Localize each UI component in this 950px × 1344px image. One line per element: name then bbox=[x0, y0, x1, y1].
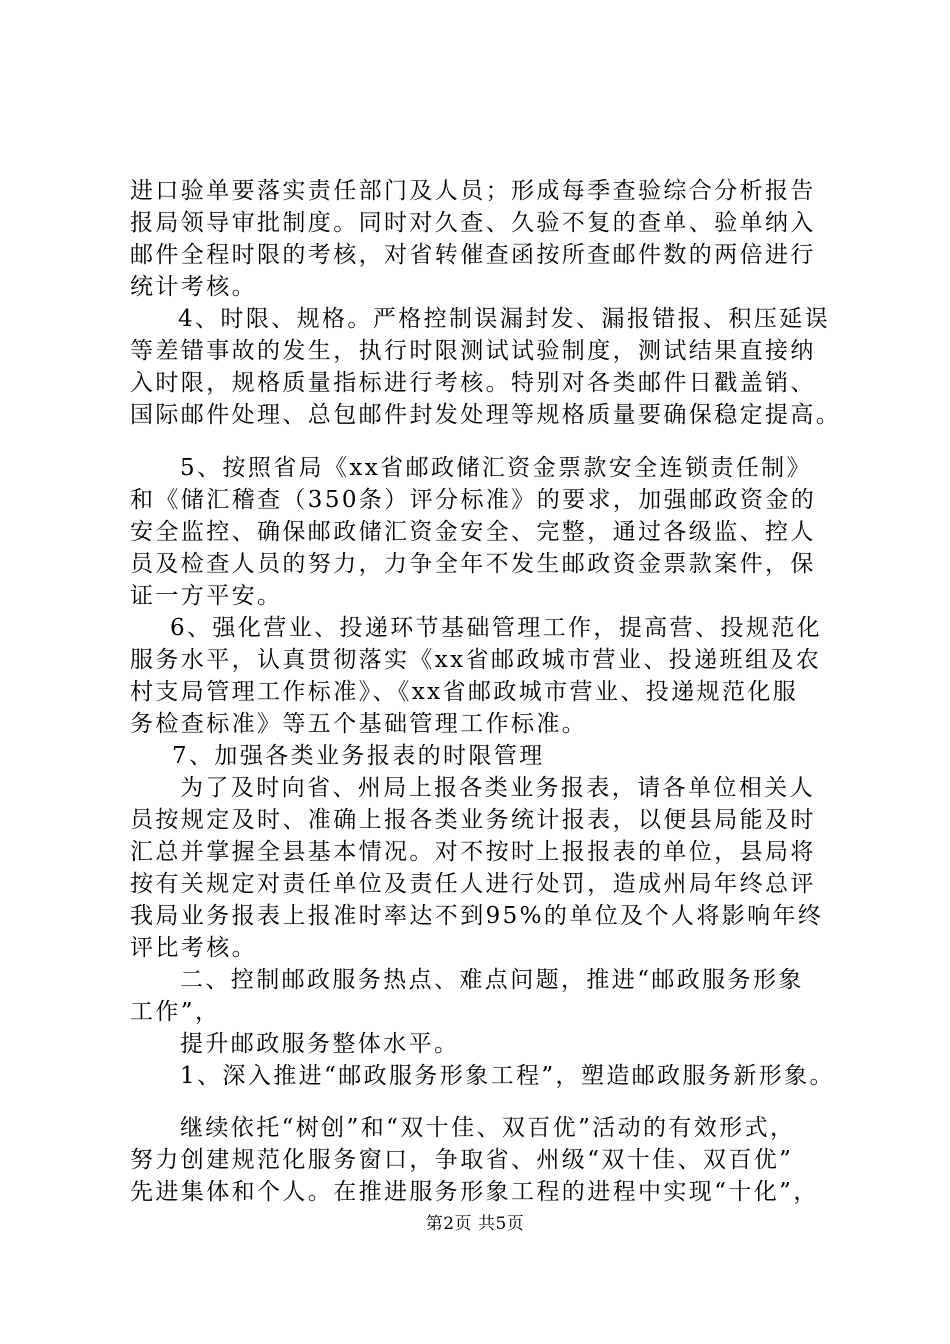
paragraph-line: 4、时限、规格。严格控制误漏封发、漏报错报、积压延误 bbox=[178, 306, 831, 332]
paragraph-line: 服务水平，认真贯彻落实《xx省邮政城市营业、投递班组及农 bbox=[130, 647, 822, 673]
paragraph-line: 1、深入推进“邮政服务形象工程”，塑造邮政服务新形象。 bbox=[180, 1063, 835, 1089]
paragraph-line: 我局业务报表上报准时率达不到95%的单位及个人将影响年终 bbox=[130, 903, 824, 929]
paragraph-line: 工作”， bbox=[130, 999, 221, 1025]
paragraph-line: 村支局管理工作标准》、《xx省邮政城市营业、投递规范化服 bbox=[130, 679, 799, 705]
paragraph-line: 7、加强各类业务报表的时限管理 bbox=[172, 743, 545, 769]
paragraph-line: 评比考核。 bbox=[130, 935, 257, 961]
paragraph-line: 6、强化营业、投递环节基础管理工作，提高营、投规范化 bbox=[170, 615, 823, 641]
paragraph-line: 统计考核。 bbox=[130, 274, 257, 300]
paragraph-line: 提升邮政服务整体水平。 bbox=[180, 1031, 460, 1057]
paragraph-line: 二、控制邮政服务热点、难点问题，推进“邮政服务形象 bbox=[180, 967, 804, 993]
paragraph-line: 员按规定及时、准确上报各类业务统计报表，以便县局能及时 bbox=[130, 807, 816, 833]
page-number-footer: 第2页 共5页 bbox=[425, 1214, 525, 1234]
paragraph-line: 邮件全程时限的考核，对省转催查函按所查邮件数的两倍进行 bbox=[130, 242, 816, 268]
paragraph-line: 安全监控、确保邮政储汇资金安全、完整，通过各级监、控人 bbox=[130, 519, 816, 545]
paragraph-line: 和《储汇稽查（350条）评分标准》的要求，加强邮政资金的 bbox=[130, 487, 817, 513]
paragraph-line: 员及检查人员的努力，力争全年不发生邮政资金票款案件，保 bbox=[130, 551, 816, 577]
paragraph-line: 汇总并掌握全县基本情况。对不按时上报报表的单位，县局将 bbox=[130, 839, 816, 865]
paragraph-line: 先进集体和个人。在推进服务形象工程的进程中实现“十化”， bbox=[130, 1179, 819, 1205]
paragraph-line: 继续依托“树创”和“双十佳、双百优”活动的有效形式， bbox=[180, 1115, 796, 1141]
paragraph-line: 务检查标准》等五个基础管理工作标准。 bbox=[130, 711, 588, 737]
paragraph-line: 进口验单要落实责任部门及人员；形成每季查验综合分析报告 bbox=[130, 178, 816, 204]
paragraph-line: 报局领导审批制度。同时对久查、久验不复的查单、验单纳入 bbox=[130, 210, 816, 236]
paragraph-line: 努力创建规范化服务窗口，争取省、州级“双十佳、双百优” bbox=[130, 1147, 794, 1173]
paragraph-line: 等差错事故的发生，执行时限测试试验制度，测试结果直接纳 bbox=[130, 338, 816, 364]
paragraph-line: 5、按照省局《xx省邮政储汇资金票款安全连锁责任制》 bbox=[180, 455, 812, 481]
paragraph-line: 按有关规定对责任单位及责任人进行处罚，造成州局年终总评 bbox=[130, 871, 816, 897]
paragraph-line: 入时限，规格质量指标进行考核。特别对各类邮件日戳盖销、 bbox=[130, 370, 816, 396]
paragraph-line: 为了及时向省、州局上报各类业务报表，请各单位相关人 bbox=[180, 775, 815, 801]
paragraph-line: 国际邮件处理、总包邮件封发处理等规格质量要确保稳定提高。 bbox=[130, 402, 842, 428]
paragraph-line: 证一方平安。 bbox=[130, 583, 283, 609]
